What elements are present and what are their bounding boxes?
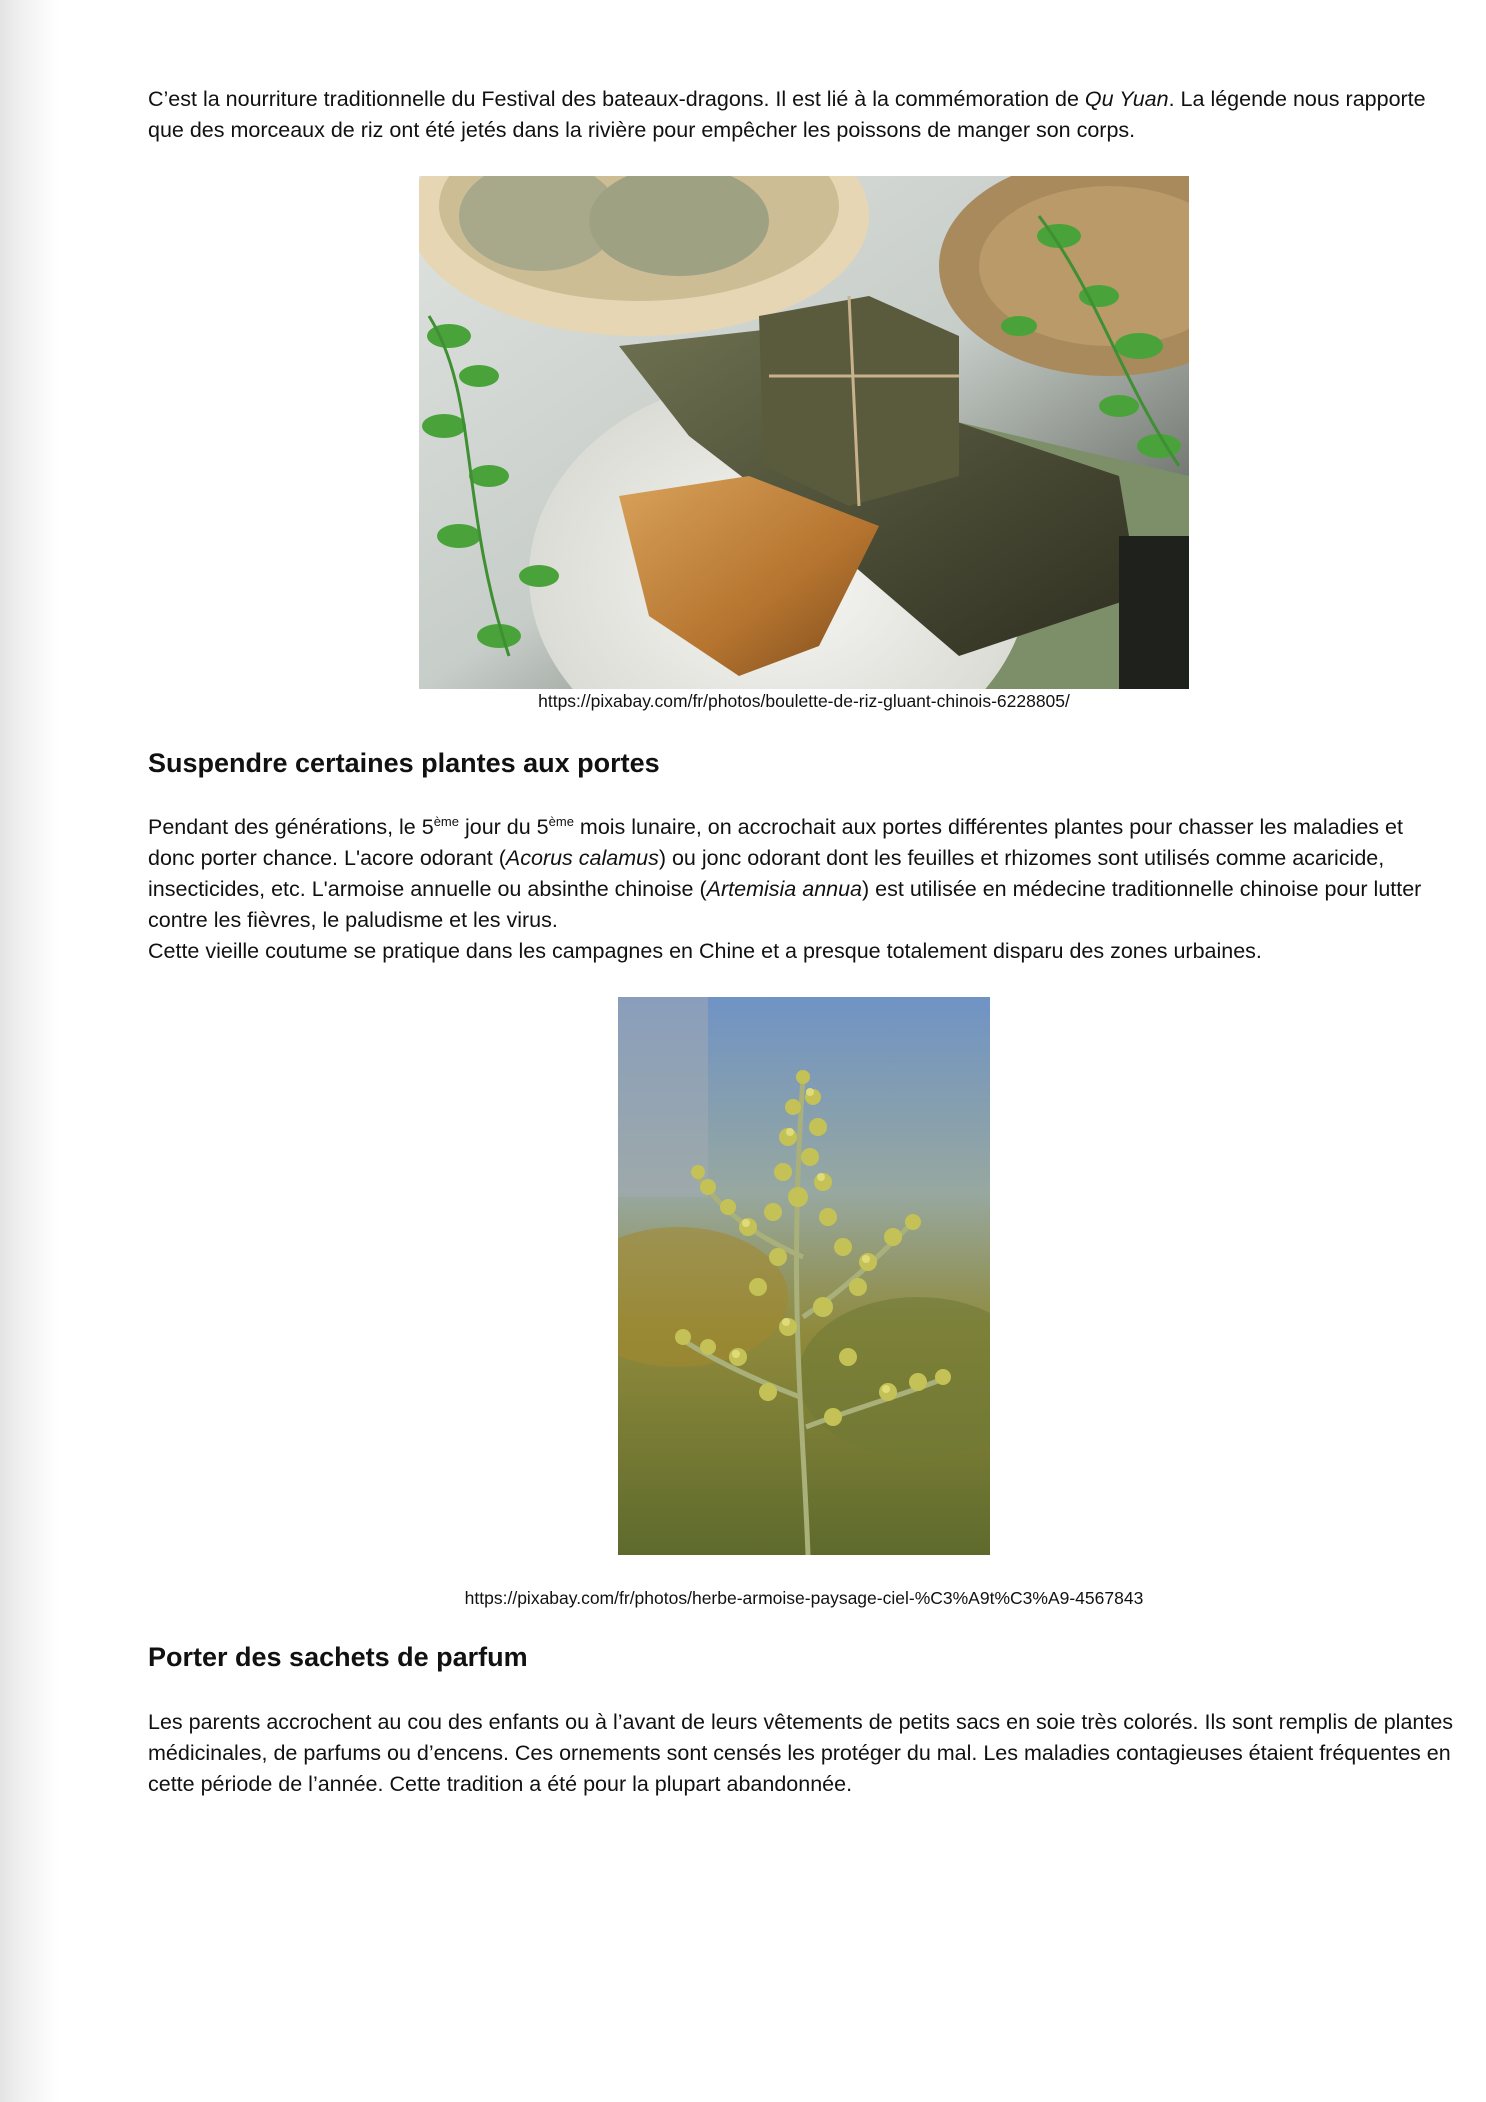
s1-italic-artemisia: Artemisia annua (706, 877, 863, 901)
s1-text-b: jour du 5 (458, 815, 549, 839)
s1-text-a: Pendant des générations, le 5 (148, 815, 434, 839)
intro-name-italic: Qu Yuan (1084, 87, 1169, 111)
s1-sup1: ème (433, 813, 459, 829)
intro-text-start: C’est la nourriture traditionnelle du Festival des bateaux-dragons. Il est lié à la commémoration de (148, 87, 1085, 111)
section2-paragraph: Les parents accrochent au cou des enfants ou à l’avant de leurs vêtements de petits sacs en soie très colorés. Ils sont remplis de plantes médicinales, de parfums ou d’encens. Ces ornements sont censés les protéger du mal. Les maladies contagieuses étaient fréquentes en cette période de l’année. Cette tradition a été pour la plupart abandonnée. (148, 1710, 1454, 1796)
intro-paragraph (148, 84, 1438, 146)
figure1-caption: https://pixabay.com/fr/photos/boulette-de-riz-gluant-chinois-6228805/ (538, 691, 1070, 711)
wormwood-photo (618, 997, 990, 1555)
zongzi-photo (419, 176, 1189, 689)
s1-text-c: mois lunaire, on accrochait aux portes différentes plantes pour chasser les maladies et donc porter chance. L'acore odorant ( (148, 815, 1403, 870)
s1-sup2: ème (548, 813, 574, 829)
page-edge-shadow (0, 0, 60, 2102)
s1-text-d: ) ou jonc odorant dont les feuilles et rhizomes sont utilisés comme acaricide, insecticides, etc. L'armoise annuelle ou absinthe chinoise ( (148, 846, 1385, 901)
s1-text-p2: Cette vieille coutume se pratique dans les campagnes en Chine et a presque totalement disparu des zones urbaines. (148, 939, 1262, 963)
intro-text-end: . La légende nous rapporte que des morceaux de riz ont été jetés dans la rivière pour empêcher les poissons de manger son corps. (148, 87, 1426, 142)
s1-text-e: ) est utilisée en médecine traditionnelle chinoise pour lutter contre les fièvres, le paludisme et les virus. (148, 877, 1422, 932)
section1-heading: Suspendre certaines plantes aux portes (148, 748, 660, 778)
figure2-caption: https://pixabay.com/fr/photos/herbe-armoise-paysage-ciel-%C3%A9t%C3%A9-4567843 (464, 1588, 1144, 1608)
section2-heading: Porter des sachets de parfum (148, 1642, 528, 1672)
section1-paragraph (148, 812, 1438, 967)
s1-italic-acorus: Acorus calamus (505, 846, 659, 870)
